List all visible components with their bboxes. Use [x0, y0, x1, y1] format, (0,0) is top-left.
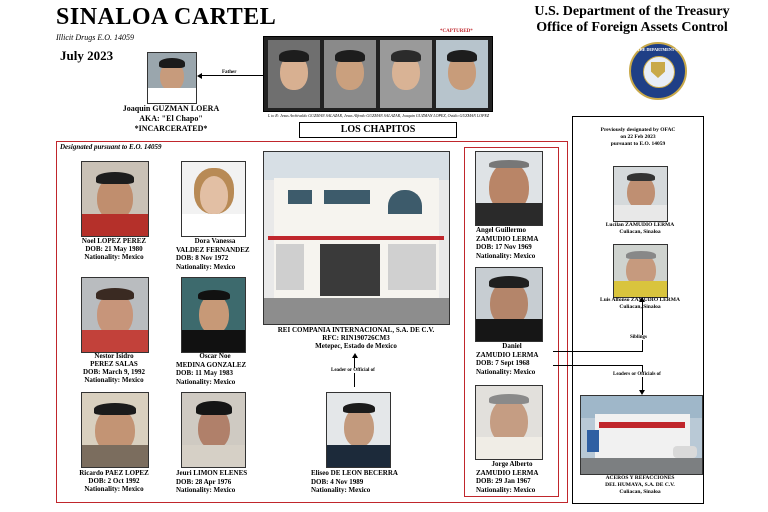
company-location: Metepec, Estado de Mexico — [315, 342, 397, 350]
person-name: Jorge Alberto — [491, 460, 533, 468]
person-dob: DOB: 17 Nov 1969 — [476, 243, 532, 251]
person-dob: DOB: 4 Nov 1989 — [311, 477, 364, 486]
person-name: Ricardo PAEZ LOPEZ — [79, 469, 149, 477]
person-caption-noel — [64, 237, 164, 261]
person-photo-eliseo — [326, 392, 391, 468]
previously-header — [574, 127, 702, 148]
person-nationality: Nationality: Mexico — [476, 367, 536, 376]
father-relation-label: Father — [222, 70, 237, 75]
person-nationality: Nationality: Mexico — [476, 251, 536, 260]
company-rfc: RFC: RIN190726CM3 — [322, 334, 390, 342]
person-name: Jeuri LIMON ELENES — [176, 469, 248, 477]
treasury-seal-icon — [629, 42, 722, 100]
person-name-2: MEDINA GONZALEZ — [176, 360, 247, 369]
father-photo — [147, 52, 197, 104]
person-dob: DOB: 21 May 1980 — [85, 245, 143, 253]
father-name: Joaquin GUZMAN LOERA — [122, 104, 220, 113]
zamudio-caption-jorge — [476, 460, 548, 494]
person-name: Lucilan ZAMUDIO LERMA — [605, 222, 675, 228]
company-line-2: DEL HUMAYA, S.A. DE C.V. — [605, 482, 675, 488]
person-location: Culiacan, Sinaloa — [619, 304, 661, 310]
person-nationality: Nationality: Mexico — [311, 486, 371, 494]
previously-caption-lucilan — [580, 222, 700, 236]
father-status: *INCARCERATED* — [134, 124, 208, 133]
siblings-label: Siblings — [630, 335, 647, 340]
chapitos-caption: L to R: Jesus Archivaldo GUZMAN SALAZAR, Jesus Alfredo GUZMAN SALAZAR, Joaquin GUZMAN LOPEZ, Ovidio GUZMAN LOPEZ — [268, 113, 490, 118]
person-name-2: ZAMUDIO LERMA — [476, 350, 539, 359]
person-caption-dora — [176, 237, 254, 271]
chapitos-photo-2 — [324, 40, 376, 108]
person-location: Culiacan, Sinaloa — [619, 229, 661, 235]
person-caption-oscar — [176, 352, 254, 386]
company-line-3: Culiacan, Sinaloa — [619, 489, 661, 495]
person-photo-oscar — [181, 277, 246, 353]
designated-label: Designated pursuant to E.O. 14059 — [60, 143, 162, 151]
person-name: Eliseo DE LEON BECERRA — [311, 469, 398, 477]
zamudio-photo-jorge — [475, 385, 543, 460]
person-name: Luis Alfonso ZAMUDIO LERMA — [600, 297, 680, 303]
previously-company-photo — [580, 395, 703, 475]
chapitos-photo-3 — [380, 40, 432, 108]
leaders-label: Leaders or Officials of — [613, 372, 661, 377]
person-nationality: Nationality: Mexico — [84, 253, 144, 261]
chapitos-photo-1 — [268, 40, 320, 108]
agency-line-2: Office of Foreign Assets Control — [536, 20, 728, 35]
person-name: Noel LOPEZ PEREZ — [81, 237, 147, 245]
company-building-photo — [263, 151, 450, 325]
page-subtitle: Illicit Drugs E.O. 14059 — [56, 33, 134, 42]
person-dob: DOB: 8 Nov 1972 — [176, 254, 229, 262]
company-line-1: ACEROS Y REFACCIONES — [605, 475, 675, 481]
zamudio-photo-daniel — [475, 267, 543, 342]
person-caption-ricardo — [64, 469, 164, 493]
agency-line-1: U.S. Department of the Treasury — [534, 4, 730, 19]
person-photo-nestor — [81, 277, 149, 353]
person-photo-ricardo — [81, 392, 149, 468]
person-name: Angel Guillermo — [476, 226, 526, 234]
company-name: REI COMPANIA INTERNACIONAL, S.A. DE C.V. — [277, 326, 435, 334]
previously-photo-lucilan — [613, 166, 668, 222]
person-name-2: ZAMUDIO LERMA — [476, 468, 539, 477]
previously-photo-luis — [613, 244, 668, 298]
person-caption-eliseo — [311, 469, 398, 495]
chapitos-photo-4 — [436, 40, 488, 108]
father-arrow-icon — [197, 73, 202, 79]
zamudio-photo-angel — [475, 151, 543, 226]
zamudio-caption-angel — [476, 226, 538, 260]
zamudio-caption-daniel — [476, 342, 548, 376]
page-date: July 2023 — [60, 48, 114, 63]
person-dob: DOB: 29 Jan 1967 — [476, 477, 531, 485]
father-aka: AKA: "El Chapo" — [139, 114, 203, 123]
chapitos-photos — [263, 36, 493, 112]
person-nationality: Nationality: Mexico — [176, 486, 236, 494]
person-photo-jeuri — [181, 392, 246, 468]
page-title: SINALOA CARTEL — [56, 4, 277, 30]
person-photo-dora — [181, 161, 246, 237]
person-caption-nestor — [64, 352, 164, 384]
person-dob: DOB: March 9, 1992 — [82, 368, 146, 376]
person-name: Daniel — [502, 342, 522, 350]
chapitos-label: LOS CHAPITOS — [299, 122, 457, 138]
person-name: Dora Vanessa — [194, 237, 236, 245]
father-caption — [115, 104, 227, 134]
person-photo-noel — [81, 161, 149, 237]
previously-line-3: pursuant to E.O. 14059 — [610, 141, 666, 147]
previously-line-1: Previously designated by OFAC — [600, 127, 676, 133]
agency-name — [512, 4, 752, 36]
person-name-2: ZAMUDIO LERMA — [476, 234, 539, 243]
person-nationality: Nationality: Mexico — [176, 377, 236, 386]
captured-label: *CAPTURED* — [440, 29, 473, 34]
person-name-2: PEREZ SALAS — [90, 360, 138, 368]
person-nationality: Nationality: Mexico — [84, 485, 144, 493]
previously-caption-luis — [580, 297, 700, 311]
previously-line-2: on 22 Feb 2023 — [620, 134, 656, 140]
person-dob: DOB: 11 May 1983 — [176, 369, 233, 377]
person-name: Oscar Noe — [199, 352, 231, 360]
seal-text: THE DEPARTMENT OF THE TREASURY 1789 — [637, 47, 722, 52]
person-dob: DOB: 7 Sept 1968 — [476, 359, 530, 367]
person-dob: DOB: 2 Oct 1992 — [88, 477, 140, 485]
person-caption-jeuri — [176, 469, 247, 495]
person-nationality: Nationality: Mexico — [84, 376, 144, 384]
person-name-2: VALDEZ FERNANDEZ — [176, 245, 250, 254]
person-nationality: Nationality: Mexico — [476, 485, 536, 494]
person-dob: DOB: 28 Apr 1976 — [176, 477, 232, 486]
leader-label: Leader or Official of — [331, 368, 375, 373]
person-name: Nestor Isidro — [94, 352, 134, 360]
company-caption — [246, 326, 466, 350]
previously-company-caption — [574, 475, 706, 496]
leader-arrow-icon — [352, 353, 358, 358]
person-nationality: Nationality: Mexico — [176, 262, 236, 271]
